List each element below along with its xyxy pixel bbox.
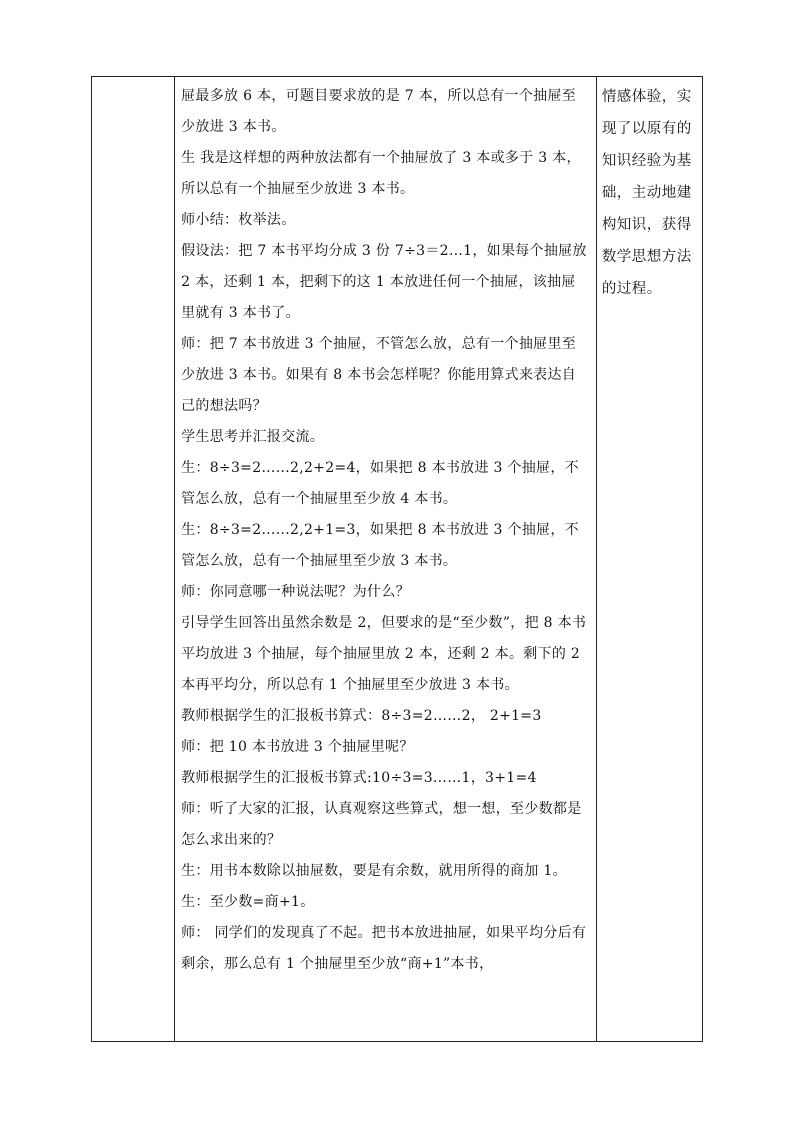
design-intent-cell: [596, 77, 702, 1042]
left-cell: [92, 77, 175, 1042]
paragraph: 师：把 7 本书放进 3 个抽屉，不管怎么放，总有一个抽屉里至少放进 3 本书。如果有 8 本书会怎样呢？你能用算式来表达自己的想法吗？: [181, 336, 577, 414]
paragraph: 屉最多放 6 本，可题目要求放的是 7 本，所以总有一个抽屉至少放进 3 本书。: [181, 88, 577, 135]
teaching-process-cell: [175, 77, 597, 1042]
paragraph: 师：把 10 本书放进 3 个抽屉里呢？: [181, 739, 414, 755]
paragraph: 教师根据学生的汇报板书算式:10÷3=3……1，3+1=4: [181, 770, 537, 786]
design-note: 情感体验，实现了以原有的知识经验为基础，主动地建构知识，获得数学思想方法的过程。: [601, 89, 692, 297]
paragraph: 教师根据学生的汇报板书算式：8÷3=2……2， 2+1=3: [181, 708, 542, 724]
paragraph: 师： 同学们的发现真了不起。把书本放进抽屉，如果平均分后有剩余，那么总有 1 个抽屉里至少放“商+1”本书，: [181, 925, 587, 972]
paragraph: 生：8÷3=2……2,2+1=3，如果把 8 本书放进 3 个抽屉，不管怎么放，总有一个抽屉里至少放 3 本书。: [181, 522, 579, 569]
paragraph: 学生思考并汇报交流。: [181, 429, 325, 445]
table-row: [92, 77, 703, 1042]
paragraph: 生：8÷3=2……2,2+2=4，如果把 8 本书放进 3 个抽屉，不管怎么放，总有一个抽屉里至少放 4 本书。: [181, 460, 579, 507]
paragraph: 引导学生回答出虽然余数是 2，但要求的是“至少数”，把 8 本书平均放进 3 个抽屉，每个抽屉里放 2 本，还剩 2 本。剩下的 2 本再平均分，所以总有 1 个抽屉里至少放进 3 本书。: [181, 615, 587, 693]
paragraph: 生 我是这样想的两种放法都有一个抽屉放了 3 本或多于 3 本，所以总有一个抽屉至少放进 3 本书。: [181, 150, 581, 197]
paragraph: 生：用书本数除以抽屉数，要是有余数，就用所得的商加 1。: [181, 863, 567, 879]
paragraph: 师：你同意哪一种说法呢？为什么？: [181, 584, 410, 600]
paragraph: 师小结：枚举法。: [181, 212, 296, 228]
lesson-table: [91, 76, 703, 1042]
paragraph: 生：至少数=商+1。: [181, 894, 315, 910]
paragraph: 假设法：把 7 本书平均分成 3 份 7÷3＝2…1，如果每个抽屉放 2 本，还剩 1 本，把剩下的这 1 本放进任何一个抽屉，该抽屉里就有 3 本书了。: [181, 243, 587, 321]
paragraph: 师：听了大家的汇报，认真观察这些算式，想一想，至少数都是怎么求出来的？: [181, 801, 582, 848]
